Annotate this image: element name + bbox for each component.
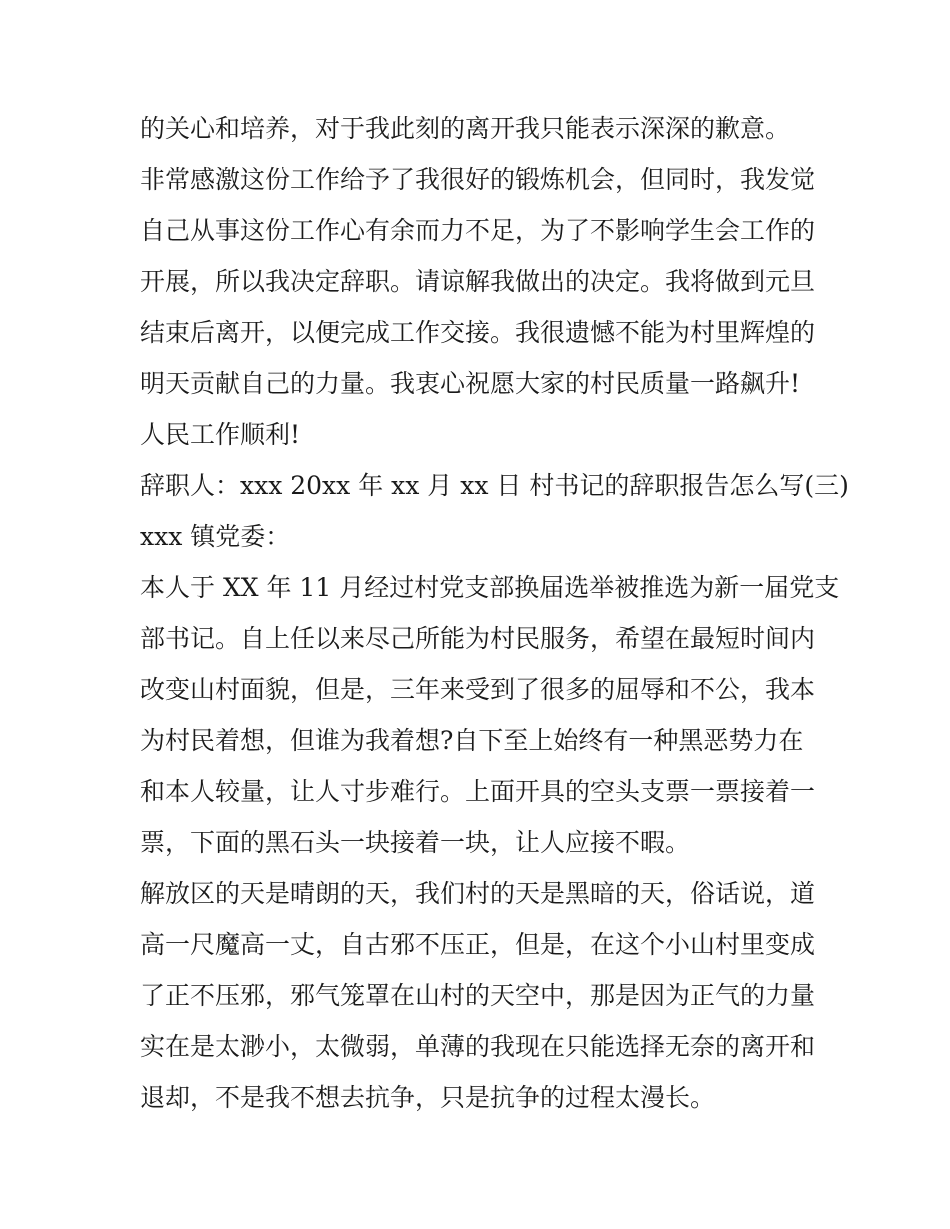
text-line-7: 人民工作顺利! [140,420,301,449]
text-line-8: 辞职人：xxx 20xx 年 xx 月 xx 日 村书记的辞职报告怎么写(三) [140,471,849,500]
text-line-3: 自己从事这份工作心有余而力不足，为了不影响学生会工作的 [140,216,816,245]
text-line-9: xxx 镇党委： [140,522,291,551]
text-line-11: 部书记。自上任以来尽己所能为村民服务，希望在最短时间内 [140,624,816,653]
text-line-5: 结束后离开，以便完成工作交接。我很遗憾不能为村里辉煌的 [140,318,816,347]
text-line-2: 非常感激这份工作给予了我很好的锻炼机会，但同时，我发觉 [140,165,816,194]
text-line-15: 票，下面的黑石头一块接着一块，让人应接不暇。 [140,828,691,857]
text-line-10: 本人于 XX 年 11 月经过村党支部换届选举被推选为新一届党支 [140,573,840,602]
text-line-20: 退却，不是我不想去抗争，只是抗争的过程太漫长。 [140,1083,716,1112]
text-line-17: 高一尺魔高一丈，自古邪不压正，但是，在这个小山村里变成 [140,930,816,959]
text-line-16: 解放区的天是晴朗的天，我们村的天是黑暗的天，俗话说，道 [140,879,816,908]
text-line-14: 和本人较量，让人寸步难行。上面开具的空头支票一票接着一 [140,777,816,806]
text-line-1: 的关心和培养，对于我此刻的离开我只能表示深深的歉意。 [140,114,791,143]
text-line-6: 明天贡献自己的力量。我衷心祝愿大家的村民质量一路飙升! [140,369,801,398]
text-line-12: 改变山村面貌，但是，三年来受到了很多的屈辱和不公，我本 [140,675,816,704]
document-body [140,103,849,1123]
text-line-4: 开展，所以我决定辞职。请谅解我做出的决定。我将做到元旦 [140,267,816,296]
text-line-19: 实在是太渺小，太微弱，单薄的我现在只能选择无奈的离开和 [140,1032,816,1061]
text-line-18: 了正不压邪，邪气笼罩在山村的天空中，那是因为正气的力量 [140,981,816,1010]
text-line-13: 为村民着想，但谁为我着想?自下至上始终有一种黑恶势力在 [140,726,804,755]
